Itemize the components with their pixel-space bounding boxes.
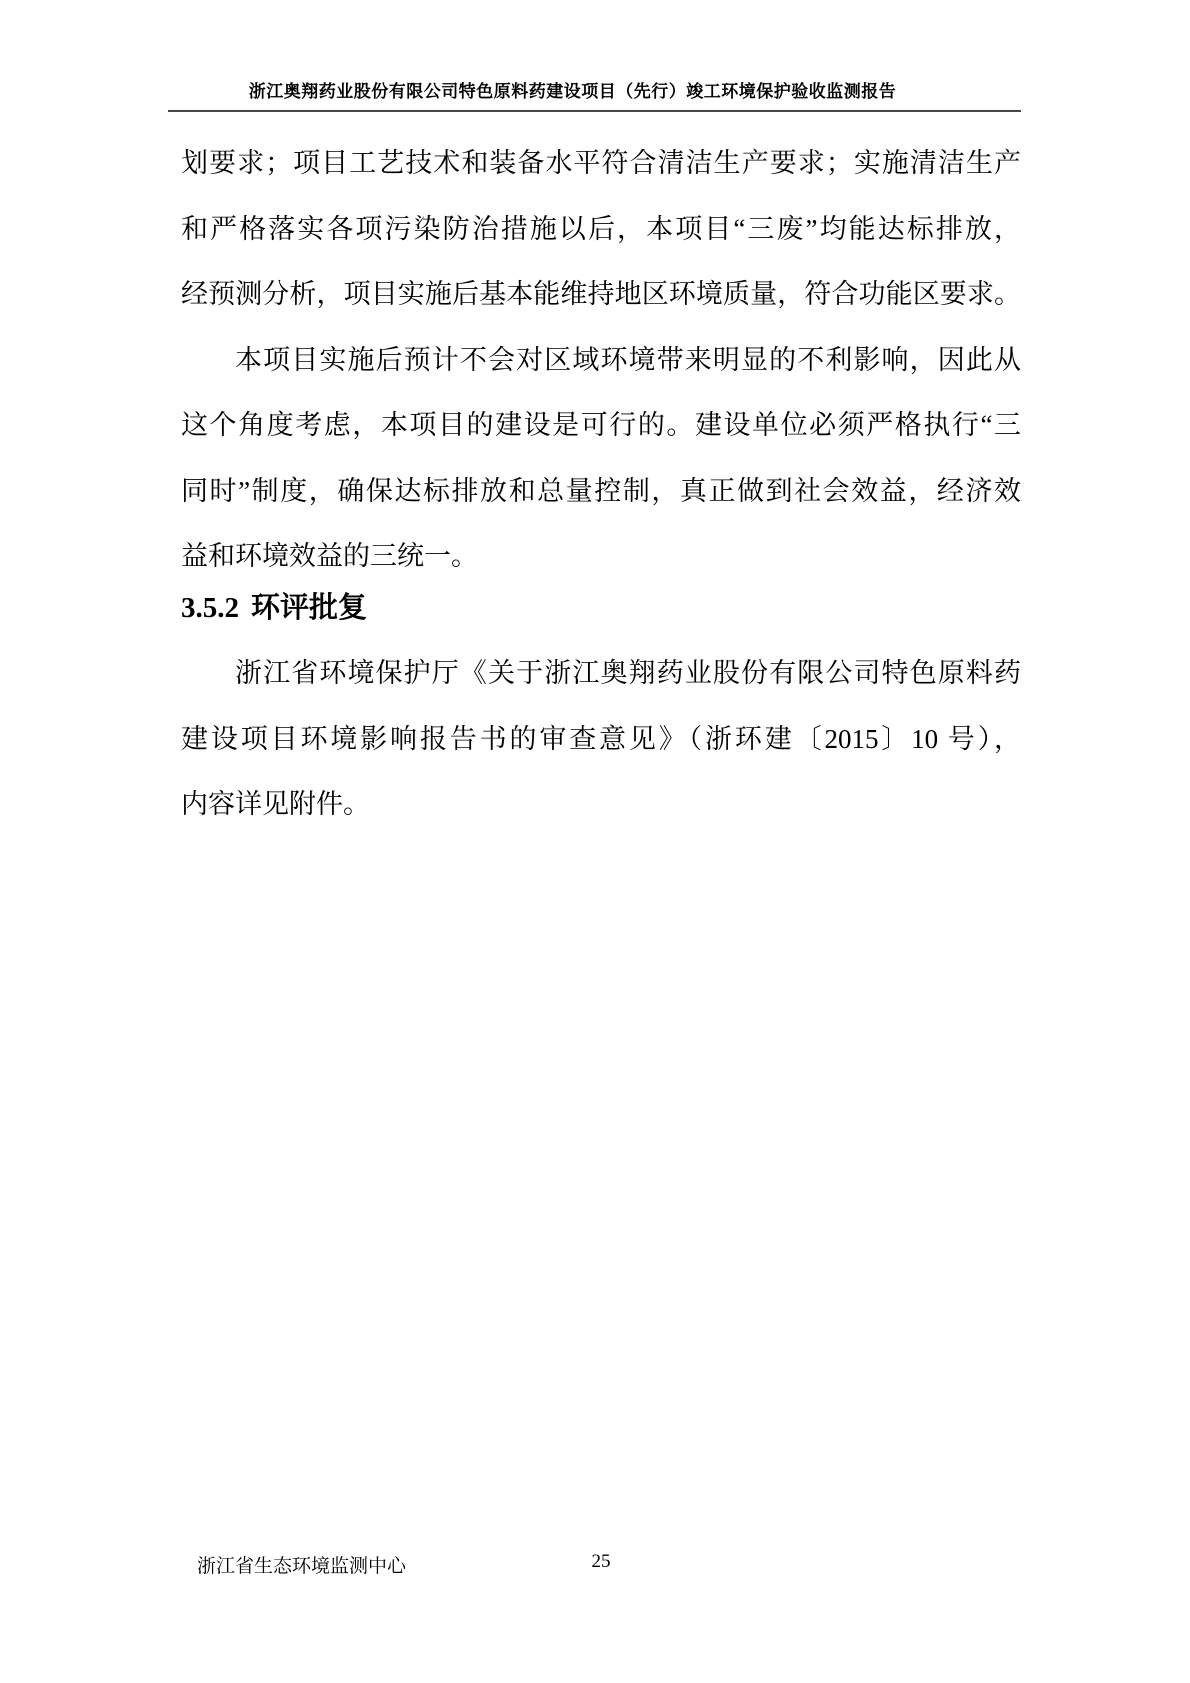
page-header-title: 浙江奥翔药业股份有限公司特色原料药建设项目（先行）竣工环境保护验收监测报告 xyxy=(248,82,897,101)
section-heading xyxy=(181,576,1021,642)
body-line: 同时”制度，确保达标排放和总量控制，真正做到社会效益，经济效 xyxy=(181,475,1021,506)
page-number: 25 xyxy=(591,1551,611,1572)
footer-organization: 浙江省生态环境监测中心 xyxy=(197,1556,407,1577)
body-line: 内容详见附件。 xyxy=(181,789,370,819)
document-body xyxy=(181,131,1021,838)
paragraph-1 xyxy=(181,131,1021,328)
body-line: 经预测分析，项目实施后基本能维持地区环境质量，符合功能区要求。 xyxy=(181,279,1021,309)
paragraph-3 xyxy=(181,641,1021,838)
paragraph-2 xyxy=(181,328,1021,590)
body-line: 本项目实施后预计不会对区域环境带来明显的不利影响，因此从 xyxy=(235,344,1021,375)
body-line: 和严格落实各项污染防治措施以后，本项目“三废”均能达标排放， xyxy=(181,213,1021,244)
section-number: 3.5.2 xyxy=(181,591,239,624)
body-line: 这个角度考虑，本项目的建设是可行的。建设单位必须严格执行“三 xyxy=(181,410,1021,440)
header-rule xyxy=(168,110,1021,112)
body-line: 浙江省环境保护厅《关于浙江奥翔药业股份有限公司特色原料药 xyxy=(235,658,1021,688)
body-line: 建设项目环境影响报告书的审查意见》（浙环建〔2015〕10 号）， xyxy=(181,723,1021,754)
body-line: 划要求；项目工艺技术和装备水平符合清洁生产要求；实施清洁生产 xyxy=(181,148,1021,178)
body-line: 益和环境效益的三统一。 xyxy=(181,541,478,571)
section-title: 环评批复 xyxy=(251,591,368,624)
